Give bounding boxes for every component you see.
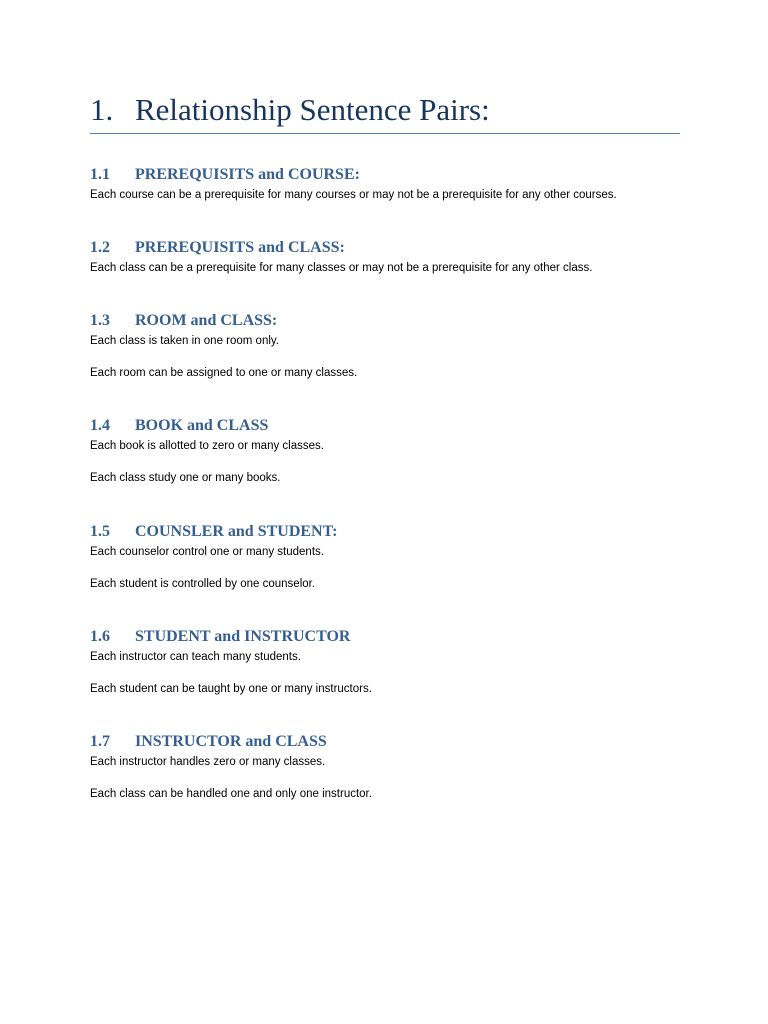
section-number: 1.3 xyxy=(90,312,110,329)
sentence: Each room can be assigned to one or many classes. xyxy=(90,367,358,379)
heading-number: 1. xyxy=(90,92,114,127)
sentence: Each class can be a prerequisite for many classes or may not be a prerequisite for any other class. xyxy=(90,262,593,274)
section-number: 1.4 xyxy=(90,417,110,434)
sentence: Each student can be taught by one or many instructors. xyxy=(90,683,372,695)
sentence: Each class can be handled one and only one instructor. xyxy=(90,788,372,800)
section-title xyxy=(90,730,690,754)
section-title xyxy=(90,625,690,649)
sentence: Each class is taken in one room only. xyxy=(90,335,279,347)
sentence: Each book is allotted to zero or many classes. xyxy=(90,440,324,452)
section-room-class xyxy=(90,309,690,381)
section-title-text: COUNSLER and STUDENT: xyxy=(135,523,338,540)
section-counsler-student xyxy=(90,520,690,592)
sentence: Each student is controlled by one counselor. xyxy=(90,578,316,590)
section-prerequisits-class xyxy=(90,236,690,276)
heading-text: Relationship Sentence Pairs: xyxy=(135,92,490,127)
section-title-text: ROOM and CLASS: xyxy=(135,312,278,329)
section-title xyxy=(90,414,690,438)
sentence: Each class study one or many books. xyxy=(90,472,281,484)
section-book-class xyxy=(90,414,690,486)
section-title xyxy=(90,520,690,544)
heading-underline xyxy=(90,133,680,134)
section-number: 1.6 xyxy=(90,628,110,645)
section-number: 1.2 xyxy=(90,239,110,256)
section-prerequisits-course xyxy=(90,163,690,203)
sentence: Each course can be a prerequisite for many courses or may not be a prerequisite for any other courses. xyxy=(90,189,617,201)
section-title-text: INSTRUCTOR and CLASS xyxy=(135,733,327,750)
section-title-text: PREREQUISITS and CLASS: xyxy=(135,239,345,256)
section-title xyxy=(90,163,690,187)
section-number: 1.7 xyxy=(90,733,110,750)
sentence: Each instructor can teach many students. xyxy=(90,651,301,663)
section-instructor-class xyxy=(90,730,690,802)
page-title xyxy=(90,88,680,132)
section-title-text: BOOK and CLASS xyxy=(135,417,269,434)
section-number: 1.1 xyxy=(90,166,110,183)
section-title xyxy=(90,236,690,260)
section-title-text: STUDENT and INSTRUCTOR xyxy=(135,628,351,645)
section-number: 1.5 xyxy=(90,523,110,540)
section-title-text: PREREQUISITS and COURSE: xyxy=(135,166,360,183)
section-title xyxy=(90,309,690,333)
sentence: Each instructor handles zero or many classes. xyxy=(90,756,326,768)
sentence: Each counselor control one or many students. xyxy=(90,546,324,558)
section-student-instructor xyxy=(90,625,690,697)
